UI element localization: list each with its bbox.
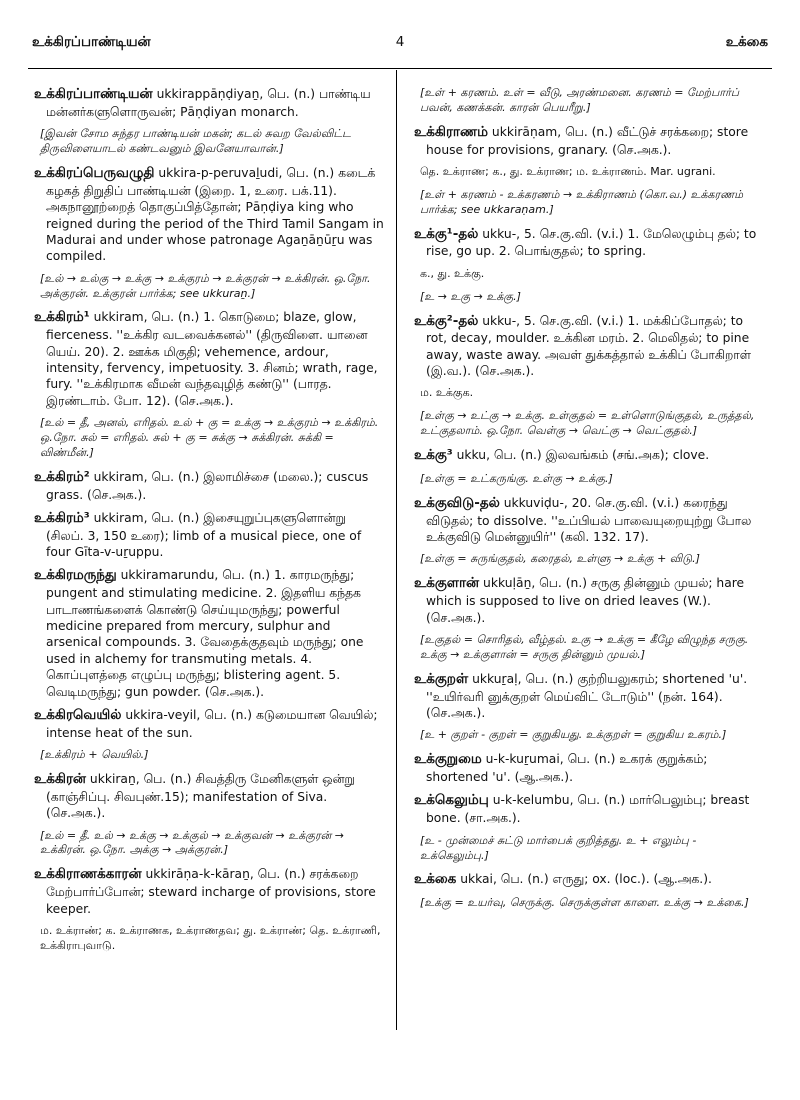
page-header [32, 34, 768, 56]
cognates-note: ம. உக்ராண்; க. உக்ராணக, உக்ராணதவ; து. உக்ராண்; தெ. உக்ராணி, உக்கிராபுவாடு. [40, 923, 381, 952]
etymology-note: [உல் = தீ, அனல், எரிதல். உல் + கு = உக்கு → உக்குரம் → உக்கிரம். ஒ.நோ. சுல் = எரிதல். சுல் + கு = சுக்கு → சுக்கிரன். சுக்கி = விண்மீன்.] [40, 416, 379, 459]
dictionary-entry [34, 866, 384, 917]
definition: ukkirāṇa-k-kāraṉ, பெ. (n.) சரக்கறை மேற்பார்ப்போன்; steward incharge of provisions, store keeper. [46, 867, 376, 916]
headword: உக்கிரம்² [34, 468, 90, 485]
etymology-note: [உ + குறள் - குறள் = குறுகியது. உக்குறள் = குறுகிய உகரம்.] [420, 728, 727, 742]
headword: உக்குறுமை [414, 751, 482, 768]
etymology-note: [உகுதல் = சொரிதல், வீழ்தல். உகு → உக்கு = கீழே விழுந்த சருகு. உக்கு → உக்குளான் = சருகு தின்னும் முயல்.] [420, 632, 749, 661]
dictionary-entry [34, 309, 384, 409]
definition: ukkuviḍu-, 20. செ.கு.வி. (v.i.) கரைந்து விடுதல்; to dissolve. ''உப்பியல் பாவையுறையுற்று போல உக்குவிடு மென்னுயிர்'' (கலி. 132. 17). [426, 495, 752, 545]
dictionary-entry [34, 567, 384, 699]
headword: உக்குறள் [414, 670, 469, 687]
headword: உக்கிரமருந்து [34, 567, 117, 584]
dictionary-entry [414, 313, 764, 380]
left-column [34, 86, 384, 962]
etymology-note: [இவன் சோம சுந்தர பாண்டியன் மகன்; கடல் சுவற வேல்விட்ட திருவிளையாடல் கண்டவனும் இவனேயாவான்.] [40, 127, 351, 156]
headword: உக்கிரம்¹ [34, 309, 90, 326]
definition: ukkirāṇam, பெ. (n.) வீட்டுச் சரக்கறை; store house for provisions, granary. (செ.அக.). [426, 124, 749, 157]
dictionary-entry [34, 469, 384, 503]
headword: உக்கு³ [414, 447, 453, 464]
dictionary-entry [414, 871, 764, 889]
definition: ukkiramarundu, பெ. (n.) 1. காரமருந்து; pungent and stimulating medicine. 2. இதளிய கந்தக பாடாணங்களைக் கொண்டு செய்யுமருந்து; powerful medicine prepared from mercury, sulphur and arsenical compounds. 3. வேதைக்குதவும் மருந்து; one used in alchemy for transmuting metals. 4. கொப்புளத்தை எழுப்பு மருந்து; blistering agent. 5. வெடிமருந்து; gun powder. (செ.அக.). [46, 568, 364, 699]
column-divider [396, 70, 397, 1030]
dictionary-entry [34, 510, 384, 561]
dictionary-entry [34, 707, 384, 741]
definition: u-k-kuṟumai, பெ. (n.) உகரக் குறுக்கம்; shortened 'u'. (ஆ.அக.). [426, 752, 708, 785]
headword: உக்கை [414, 871, 457, 888]
definition: ukkirappāṇḍiyaṉ, பெ. (n.) பாண்டிய மன்னர்களுளொருவன்; Pāṇḍiyan monarch. [46, 87, 371, 119]
etymology-note: [உள்கு → உட்கு → உக்கு. உள்குதல் = உள்ளொடுங்குதல், உருத்தல், உட்குதலாம். ஒ.நோ. வெள்கு → வெட்கு → வெட்குதல்.] [420, 409, 755, 438]
definition: ukkai, பெ. (n.) எருது; ox. (loc.). (ஆ.அக.). [456, 872, 712, 887]
headword: உக்கிரன் [34, 770, 87, 787]
cognates-note: தெ. உக்ராண; க., து. உக்ராண; ம. உக்ராணம். Mar. ugrani. [420, 164, 716, 178]
definition: ukkiram, பெ. (n.) 1. கொடுமை; blaze, glow, fierceness. ''உக்கிர வடவைக்கனல்'' (திருவிளை. யானை யெய். 20). 2. ஊக்க மிகுதி; vehemence, ardour, intensity, fervency, impetuosity. 3. சினம்; wrath, rage, fury. ''உக்கிரமாக வீமன் வந்தவுழித் கண்டு'' (பாரத. இரண்டாம். போ. 12). (செ.அக.). [46, 310, 378, 408]
etymology-note: [உல் → உல்கு → உக்கு → உக்குரம் → உக்குரன் → உக்கிரன். ஒ.நோ. அக்குரன். உக்குரன் பார்க்க; see ukkuraṉ.] [40, 271, 371, 300]
etymology-note: [உள் + கரணம். உள் = வீடு, அரண்மனை. கரணம் = மேற்பார்ப் பவன், கணக்கன். காரன் பெயரீறு.] [420, 86, 740, 114]
etymology-note: [உ - முன்மைச் சுட்டு மார்பைக் குறித்தது. உ + எலும்பு - உக்கெலும்பு.] [420, 833, 697, 862]
dictionary-entry [34, 771, 384, 822]
definition: ukkira-p-peruvaḻudi, பெ. (n.) கடைக் கழகத் திறுதிப் பாண்டியன் (இறை. 1, உரை. பக்.11). அகநானூற்றைத் தொகுப்பித்தோன்; Pāṇḍiya king who reigned during the period of the Third Tamil Sangam in Madurai and under whose patronage Agaṉāṉūṟu was compiled. [46, 165, 384, 264]
definition: u-k-kelumbu, பெ. (n.) மார்பெலும்பு; breast bone. (சா.அக.). [426, 793, 750, 826]
cognates-note: ம. உக்குக. [420, 386, 474, 400]
etymology-note: [உ → உகு → உக்கு.] [420, 289, 521, 303]
etymology-note: [உள்கு = சுருங்குதல், கரைதல், உள்ளு → உக்கு + விடு.] [420, 552, 700, 566]
definition: ukku, பெ. (n.) இலவங்கம் (சங்.அக); clove. [452, 448, 710, 463]
etymology-note: [உல் = தீ. உல் → உக்கு → உக்குல் → உக்குவன் → உக்குரன் → உக்கிரன். ஒ.நோ. அக்கு → அக்குரன்.] [40, 828, 345, 857]
definition: ukku-, 5. செ.கு.வி. (v.i.) 1. மேலெழும்பு தல்; to rise, go up. 2. பொங்குதல்; to spring. [426, 226, 757, 259]
dictionary-entry [414, 226, 764, 260]
headword: உக்கிரப்பாண்டியன் [34, 86, 153, 102]
dictionary-entry [414, 447, 764, 465]
headword: உக்கிராணம் [414, 123, 489, 140]
headword: உக்கிராணக்காரன் [34, 866, 142, 883]
dictionary-entry [34, 165, 384, 265]
definition: ukku-, 5. செ.கு.வி. (v.i.) 1. மக்கிப்போதல்; to rot, decay, moulder. உக்கின மரம். 2. மெலிதல்; to pine away, waste away. அவள் துக்கத்தால் உக்கிப் போகிறாள் (இ.வ.). (செ.அக.). [426, 313, 751, 379]
right-column [414, 86, 764, 919]
dictionary-entry [414, 575, 764, 626]
dictionary-entry [414, 751, 764, 785]
headword: உக்கெலும்பு [414, 792, 489, 809]
header-right-guideword: உக்கை [725, 34, 768, 50]
dictionary-entry [414, 124, 764, 158]
header-left-guideword: உக்கிரப்பாண்டியன் [32, 34, 151, 50]
headword: உக்குளான் [414, 575, 480, 592]
etymology-note: [உக்கிரம் + வெயில்.] [40, 748, 149, 762]
dictionary-entry [414, 671, 764, 722]
headword: உக்கு¹-தல் [414, 225, 479, 242]
etymology-note: [உக்கு = உயர்வு, செருக்கு. செருக்குள்ள காளை. உக்கு → உக்கை.] [420, 896, 749, 910]
definition: ukkuḷāṉ, பெ. (n.) சருகு தின்னும் முயல்; hare which is supposed to live on dried leaves (W.). (செ.அக.). [426, 576, 745, 625]
etymology-note: [உள்கு = உட்கருங்கு. உள்கு → உக்கு.] [420, 471, 613, 485]
etymology-note: [உள் + கரணம் - உக்கரணம் → உக்கிராணம் (கொ.வ.) உக்கரணம் பார்க்க; see ukkaraṇam.] [420, 187, 744, 216]
headword: உக்கிரம்³ [34, 509, 90, 526]
headword: உக்கு²-தல் [414, 312, 479, 329]
dictionary-entry [414, 495, 764, 546]
definition: ukkiram, பெ. (n.) இலாமிச்சை (மலை.); cuscus grass. (செ.அக.). [46, 469, 369, 502]
page-number: 4 [395, 34, 405, 50]
dictionary-entry [414, 792, 764, 826]
header-rule [28, 68, 772, 69]
definition: ukkiram, பெ. (n.) இசையுறுப்புகளுளொன்று (சிலப். 3, 150 உரை); limb of a musical piece, one of four Gīta-v-uṟuppu. [46, 510, 362, 560]
cognates-note: க., து. உக்கு. [420, 266, 485, 280]
definition: ukkiraṉ, பெ. (n.) சிவத்திரு மேனிகளுள் ஒன்று (காஞ்சிப்பு. சிவபுண்.15); manifestation of Siva. (செ.அக.). [46, 771, 355, 821]
definition: ukkira-veyil, பெ. (n.) கடுமையான வெயில்; intense heat of the sun. [46, 707, 378, 740]
headword: உக்கிரவெயில் [34, 706, 122, 723]
headword: உக்கிரப்பெருவழுதி [34, 164, 155, 181]
definition: ukkuṟaḷ, பெ. (n.) குற்றியலுகரம்; shortened 'u'. ''உயிர்வரி னுக்குறள் மெய்விட் டோடும்'' (நன். 164). (செ.அக.). [426, 671, 748, 720]
headword: உக்குவிடு-தல் [414, 494, 500, 511]
dictionary-entry [34, 86, 384, 120]
